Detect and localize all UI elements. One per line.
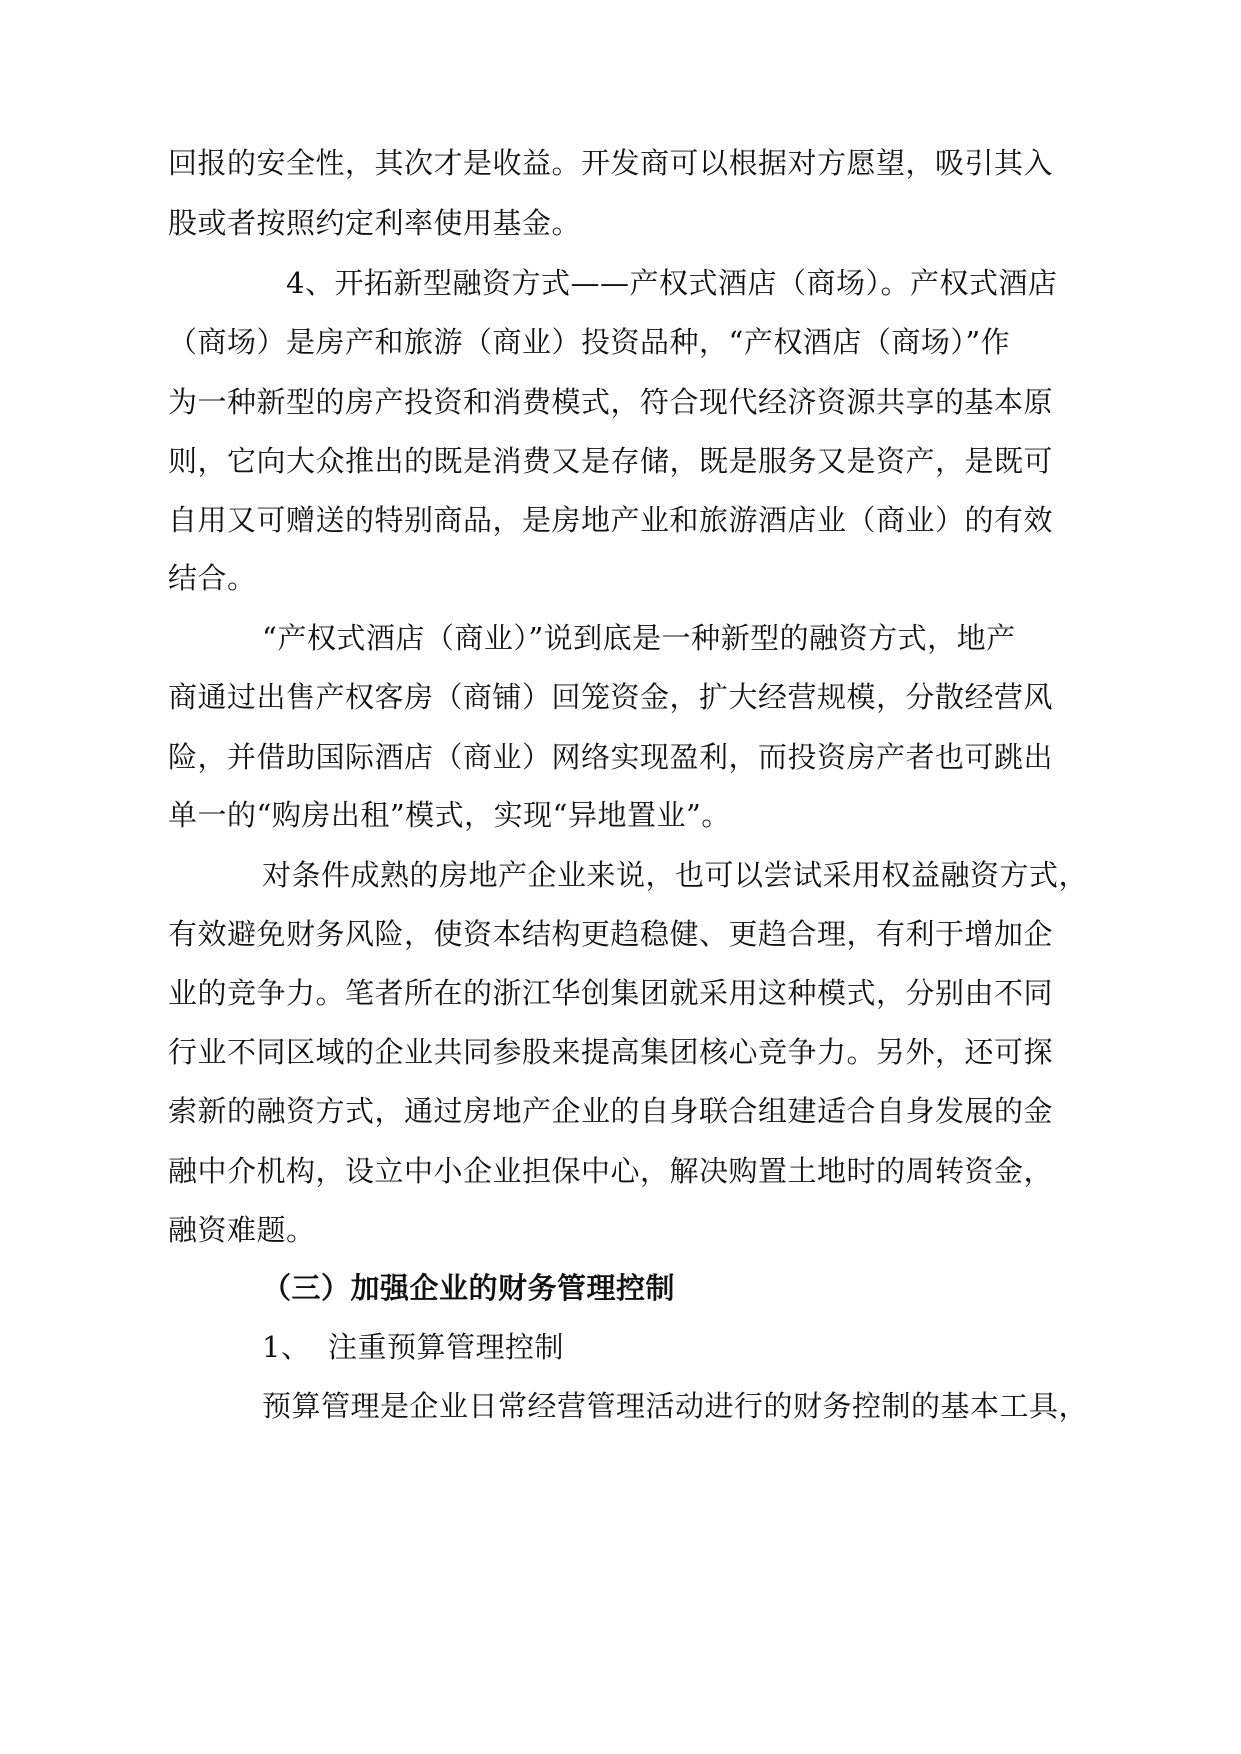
paragraph-line: 结合。 — [168, 561, 257, 595]
paragraph-line: 预算管理是企业日常经营管理活动进行的财务控制的基本工具， — [262, 1389, 1089, 1423]
paragraph-line: “产权式酒店（商业）”说到底是一种新型的融资方式，地产 — [262, 621, 1016, 655]
paragraph-line: 有效避免财务风险，使资本结构更趋稳健、更趋合理，有利于增加企 — [168, 917, 1054, 951]
paragraph-line: 索新的融资方式，通过房地产企业的自身联合组建适合自身发展的金 — [168, 1094, 1054, 1128]
paragraph-line: 为一种新型的房产投资和消费模式，符合现代经济资源共享的基本原 — [168, 385, 1054, 419]
paragraph-line: 自用又可赠送的特别商品，是房地产业和旅游酒店业（商业）的有效 — [168, 503, 1054, 537]
paragraph-line: 股或者按照约定利率使用基金。 — [168, 206, 582, 240]
section-heading: （三）加强企业的财务管理控制 — [262, 1271, 676, 1305]
paragraph-line: 业的竞争力。笔者所在的浙江华创集团就采用这种模式，分别由不同 — [168, 976, 1054, 1010]
subsection-number: 1、 — [262, 1330, 311, 1364]
paragraph-line: 行业不同区域的企业共同参股来提高集团核心竞争力。另外，还可探 — [168, 1035, 1054, 1069]
paragraph-line: 商通过出售产权客房（商铺）回笼资金，扩大经营规模，分散经营风 — [168, 680, 1054, 714]
paragraph-line: 融中介机构，设立中小企业担保中心，解决购置土地时的周转资金， — [168, 1154, 1054, 1188]
paragraph-line: （商场）是房产和旅游（商业）投资品种，“产权酒店（商场）”作 — [168, 325, 1011, 359]
subsection-heading — [262, 1327, 564, 1367]
paragraph-line: 融资难题。 — [168, 1213, 316, 1247]
paragraph-line: 对条件成熟的房地产企业来说，也可以尝试采用权益融资方式， — [262, 858, 1089, 892]
paragraph-line: 回报的安全性，其次才是收益。开发商可以根据对方愿望，吸引其入 — [168, 146, 1054, 180]
paragraph-line: 4、开拓新型融资方式——产权式酒店（商场）。产权式酒店 — [286, 266, 1058, 300]
paragraph-line: 险，并借助国际酒店（商业）网络实现盈利，而投资房产者也可跳出 — [168, 740, 1054, 774]
subsection-title: 注重预算管理控制 — [328, 1330, 565, 1364]
paragraph-line: 则，它向大众推出的既是消费又是存储，既是服务又是资产，是既可 — [168, 444, 1054, 478]
paragraph-line: 单一的“购房出租”模式，实现“异地置业”。 — [168, 798, 731, 832]
